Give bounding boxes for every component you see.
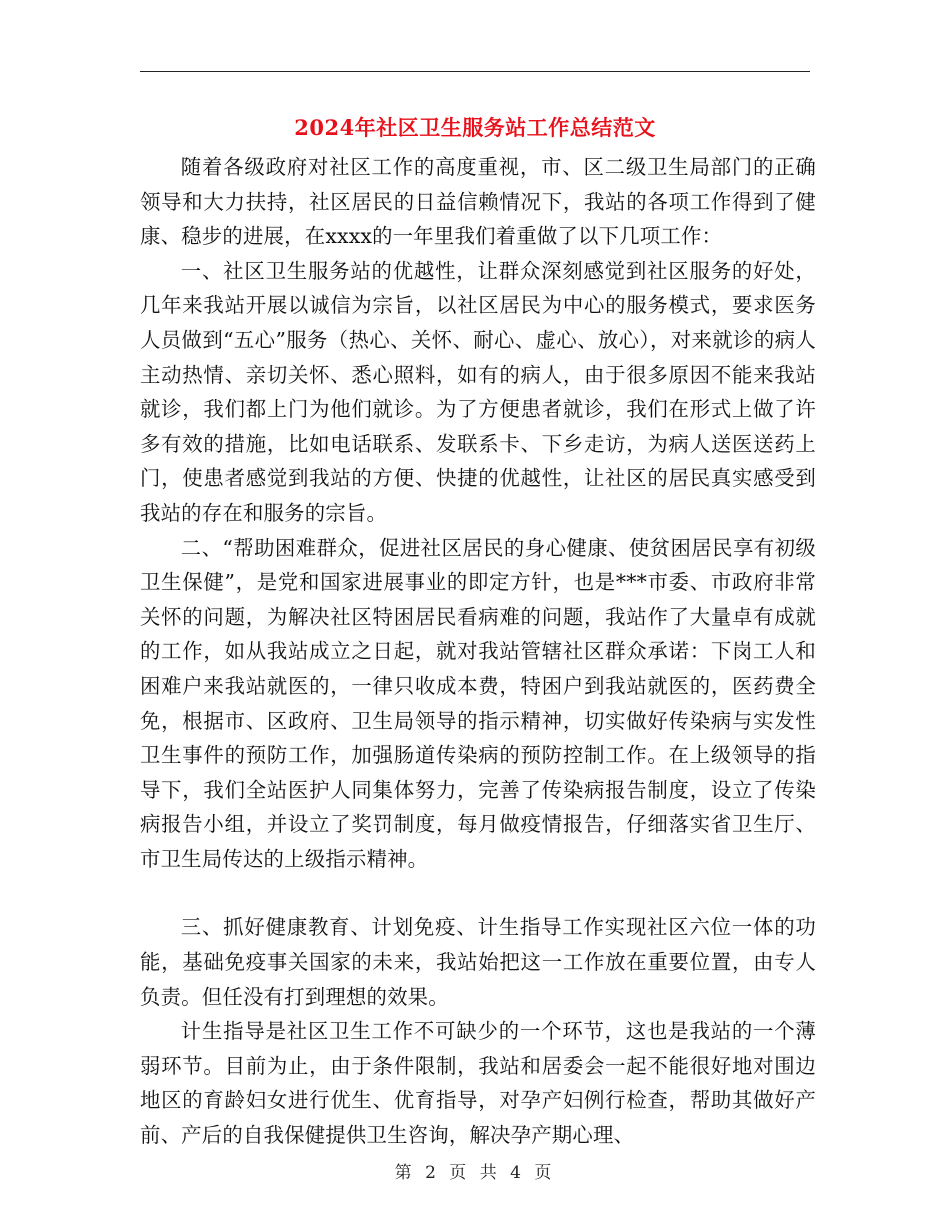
header-rule: [140, 71, 810, 72]
paragraph-section-3: 三、抓好健康教育、计划免疫、计生指导工作实现社区六位一体的功能，基础免疫事关国家的未来，我站始把这一工作放在重要位置，由专人负责。但任没有打到理想的效果。: [140, 915, 816, 1009]
paragraph-family-planning: 计生指导是社区卫生工作不可缺少的一个环节，这也是我站的一个薄弱环节。目前为止，由于条件限制，我站和居委会一起不能很好地对围边地区的育龄妇女进行优生、优育指导，对孕产妇例行检查，帮助其做好产前、产后的自我保健提供卫生咨询，解决孕产期心理、: [140, 1019, 816, 1148]
paragraph-intro: 随着各级政府对社区工作的高度重视，市、区二级卫生局部门的正确领导和大力扶持，社区居民的日益信赖情况下，我站的各项工作得到了健康、稳步的进展，在xxxx的一年里我们着重做了以下几项工作：: [140, 155, 816, 249]
paragraph-section-2: 二、“帮助困难群众，促进社区居民的身心健康、使贫困居民享有初级卫生保健”，是党和国家进展事业的即定方针，也是***市委、市政府非常关怀的问题，为解决社区特困居民看病难的问题，我站作了大量卓有成就的工作，如从我站成立之日起，就对我站管辖社区群众承诺：下岗工人和困难户来我站就医的，一律只收成本费，特困户到我站就医的，医药费全免，根据市、区政府、卫生局领导的指示精神，切实做好传染病与实发性卫生事件的预防工作，加强肠道传染病的预防控制工作。在上级领导的指导下，我们全站医护人同集体努力，完善了传染病报告制度，设立了传染病报告小组，并设立了奖罚制度，每月做疫情报告，仔细落实省卫生厅、市卫生局传达的上级指示精神。: [140, 535, 816, 871]
document-title: 2024年社区卫生服务站工作总结范文: [294, 115, 656, 140]
paragraph-section-1: 一、社区卫生服务站的优越性，让群众深刻感觉到社区服务的好处，几年来我站开展以诚信为宗旨，以社区居民为中心的服务模式，要求医务人员做到“五心”服务（热心、关怀、耐心、虚心、放心），对来就诊的病人主动热情、亲切关怀、悉心照料，如有的病人，由于很多原因不能来我站就诊，我们都上门为他们就诊。为了方便患者就诊，我们在形式上做了许多有效的措施，比如电话联系、发联系卡、下乡走访，为病人送医送药上门，使患者感觉到我站的方便、快捷的优越性，让社区的居民真实感受到我站的存在和服务的宗旨。: [140, 258, 816, 525]
page-number: 第 2 页 共 4 页: [394, 1163, 556, 1183]
document-body: [140, 150, 816, 1153]
